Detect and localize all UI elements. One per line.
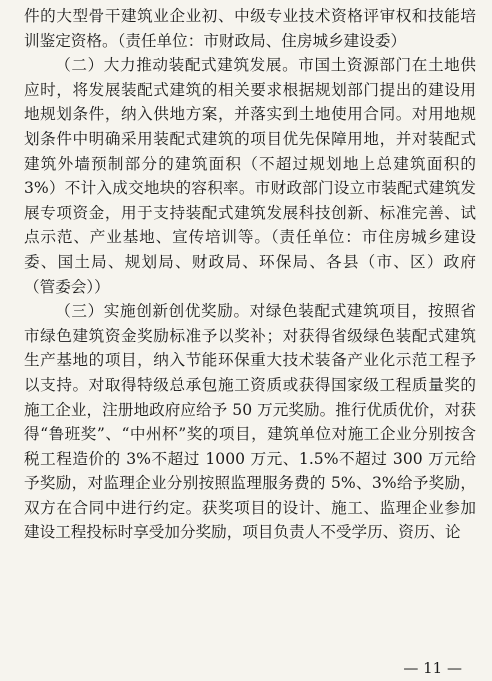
document-body — [24, 4, 476, 545]
paragraph-continuation: 件的大型骨干建筑业企业初、中级专业技术资格评审权和技能培训鉴定资格。（责任单位：市财政局、住房城乡建设委） — [24, 7, 476, 50]
page-number: — 11 — — [403, 659, 462, 677]
paragraph-innovation-awards: （三）实施创新创优奖励。对绿色装配式建筑项目，按照省市绿色建筑资金奖励标准予以奖补；对获得省级绿色装配式建筑生产基地的项目，纳入节能环保重大技术装备产业化示范工程予以支持。对取得特级总承包施工资质或获得国家级工程质量奖的施工企业，注册地政府应给予 50 万元奖励。推行优质优价，对获得“鲁班奖”、“中州杯”奖的项目，建筑单位对施工企业分别按含税工程造价的 3%不超过 1000 万元、1.5%不超过 300 万元给予奖励，对监理企业分别按照监理服务费的 5%、3%给予奖励，双方在合同中进行约定。获奖项目的设计、施工、监理企业参加建设工程投标时享受加分奖励，项目负责人不受学历、资历、论 — [24, 302, 476, 542]
paragraph-prefabricated-buildings: （二）大力推动装配式建筑发展。市国土资源部门在土地供应时，将发展装配式建筑的相关要求根据规划部门提出的建设用地规划条件，纳入供地方案，并落实到土地使用合同。对用地规划条件中明确采用装配式建筑的项目优先保障用地，并对装配式建筑外墙预制部分的建筑面积（不超过规划地上总建筑面积的3%）不计入成交地块的容积率。市财政部门设立市装配式建筑发展专项资金，用于支持装配式建筑发展科技创新、标准完善、试点示范、产业基地、宣传培训等。（责任单位：市住房城乡建设委、国土局、规划局、财政局、环保局、各县（市、区）政府（管委会）） — [24, 56, 476, 296]
